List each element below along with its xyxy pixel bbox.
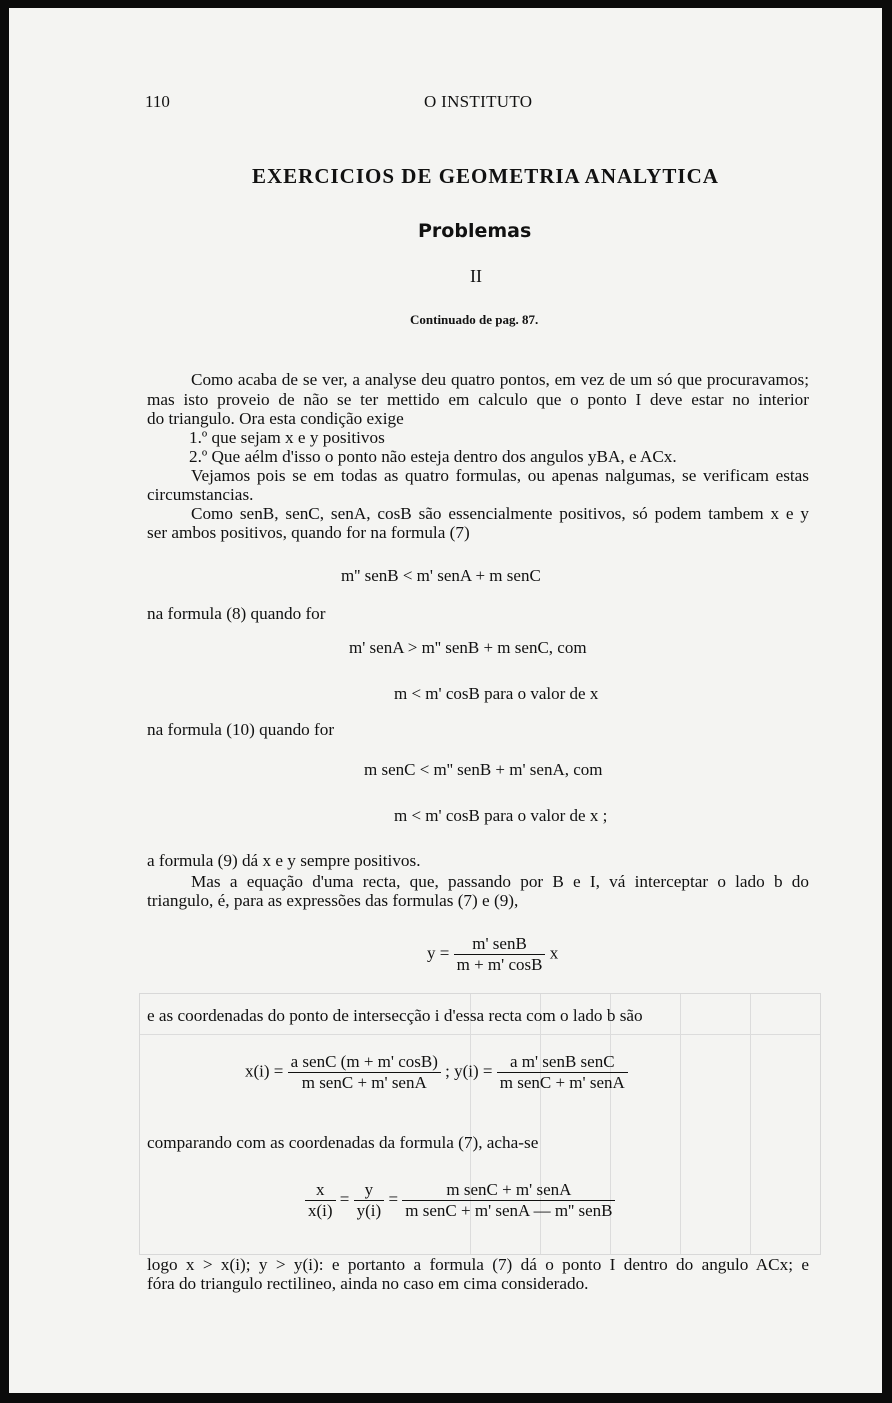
page-number: 110	[145, 92, 170, 111]
numerator: y	[354, 1180, 385, 1201]
numerator: a m' senB senC	[497, 1052, 628, 1073]
paragraph-line: Mas a equação d'uma recta, que, passando por B e I, vá interceptar o lado b do	[191, 872, 809, 891]
fraction	[454, 934, 546, 975]
fraction	[402, 1180, 615, 1221]
denominator: x(i)	[308, 1201, 333, 1220]
numerator: a senC (m + m' cosB)	[288, 1052, 441, 1073]
ratio-equation	[305, 1180, 615, 1221]
paragraph-line: mas isto proveio de não se ter mettido em calculo que o ponto I deve estar no interior	[147, 390, 809, 409]
paragraph-line: ser ambos positivos, quando for na formula (7)	[147, 523, 470, 542]
fraction	[497, 1052, 628, 1093]
inequality-formula: m < m' cosB para o valor de x	[394, 684, 599, 703]
paragraph-line: na formula (8) quando for	[147, 604, 326, 623]
paragraph-line: circumstancias.	[147, 485, 254, 504]
equation-lhs: y =	[427, 943, 450, 963]
equation-lhs: y(i) =	[454, 1061, 493, 1081]
equals-sign: =	[388, 1189, 399, 1209]
equation-rhs: x	[549, 943, 559, 963]
condition-item-1: 1.º que sejam x e y positivos	[189, 428, 385, 447]
denominator: m senC + m' senA — m'' senB	[405, 1201, 613, 1220]
denominator: y(i)	[356, 1201, 382, 1220]
inequality-formula: m senC < m'' senB + m' senA, com	[364, 760, 603, 779]
paragraph-line: comparando com as coordenadas da formula (7), acha-se	[147, 1133, 539, 1152]
separator: ;	[445, 1061, 450, 1081]
inequality-formula: m'' senB < m' senA + m senC	[341, 566, 541, 585]
paragraph-line: Como acaba de se ver, a analyse deu quatro pontos, em vez de um só que procuravamos;	[191, 370, 809, 389]
fraction	[354, 1180, 385, 1221]
condition-item-2: 2.º Que aélm d'isso o ponto não esteja dentro dos angulos yBA, e ACx.	[189, 447, 677, 466]
denominator: m senC + m' senA	[301, 1073, 427, 1092]
equation-lhs: x(i) =	[245, 1061, 284, 1081]
numerator: x	[305, 1180, 336, 1201]
paragraph-line: triangulo, é, para as expressões das formulas (7) e (9),	[147, 891, 519, 910]
equals-sign: =	[339, 1189, 350, 1209]
paragraph-line: Vejamos pois se em todas as quatro formulas, ou apenas nalgumas, se verificam estas	[191, 466, 809, 485]
paragraph-line: a formula (9) dá x e y sempre positivos.	[147, 851, 421, 870]
fraction	[305, 1180, 336, 1221]
fraction	[288, 1052, 441, 1093]
numerator: m senC + m' senA	[402, 1180, 615, 1201]
paragraph-line: Como senB, senC, senA, cosB são essencialmente positivos, só podem tambem x e y	[191, 504, 809, 523]
section-numeral: II	[470, 266, 482, 286]
continued-note: Continuado de pag. 87.	[410, 312, 539, 327]
paragraph-line: fóra do triangulo rectilineo, ainda no caso em cima considerado.	[147, 1274, 589, 1293]
paragraph-line: na formula (10) quando for	[147, 720, 335, 739]
denominator: m senC + m' senA	[499, 1073, 625, 1092]
line-equation	[427, 934, 558, 975]
numerator: m' senB	[454, 934, 546, 955]
paragraph-line: e as coordenadas do ponto de intersecção i d'essa recta com o lado b são	[147, 1006, 643, 1025]
inequality-formula: m' senA > m'' senB + m senC, com	[349, 638, 587, 657]
paragraph-line: logo x > x(i); y > y(i): e portanto a formula (7) dá o ponto I dentro do angulo ACx; e	[147, 1255, 809, 1274]
intersection-coordinates	[245, 1052, 628, 1093]
article-title: EXERCICIOS DE GEOMETRIA ANALYTICA	[252, 164, 719, 188]
paragraph-line: do triangulo. Ora esta condição exige	[147, 409, 404, 428]
page	[9, 8, 882, 1393]
inequality-formula: m < m' cosB para o valor de x ;	[394, 806, 608, 825]
running-title: O INSTITUTO	[424, 92, 533, 111]
article-subtitle: Problemas	[418, 220, 532, 242]
denominator: m + m' cosB	[456, 955, 543, 974]
